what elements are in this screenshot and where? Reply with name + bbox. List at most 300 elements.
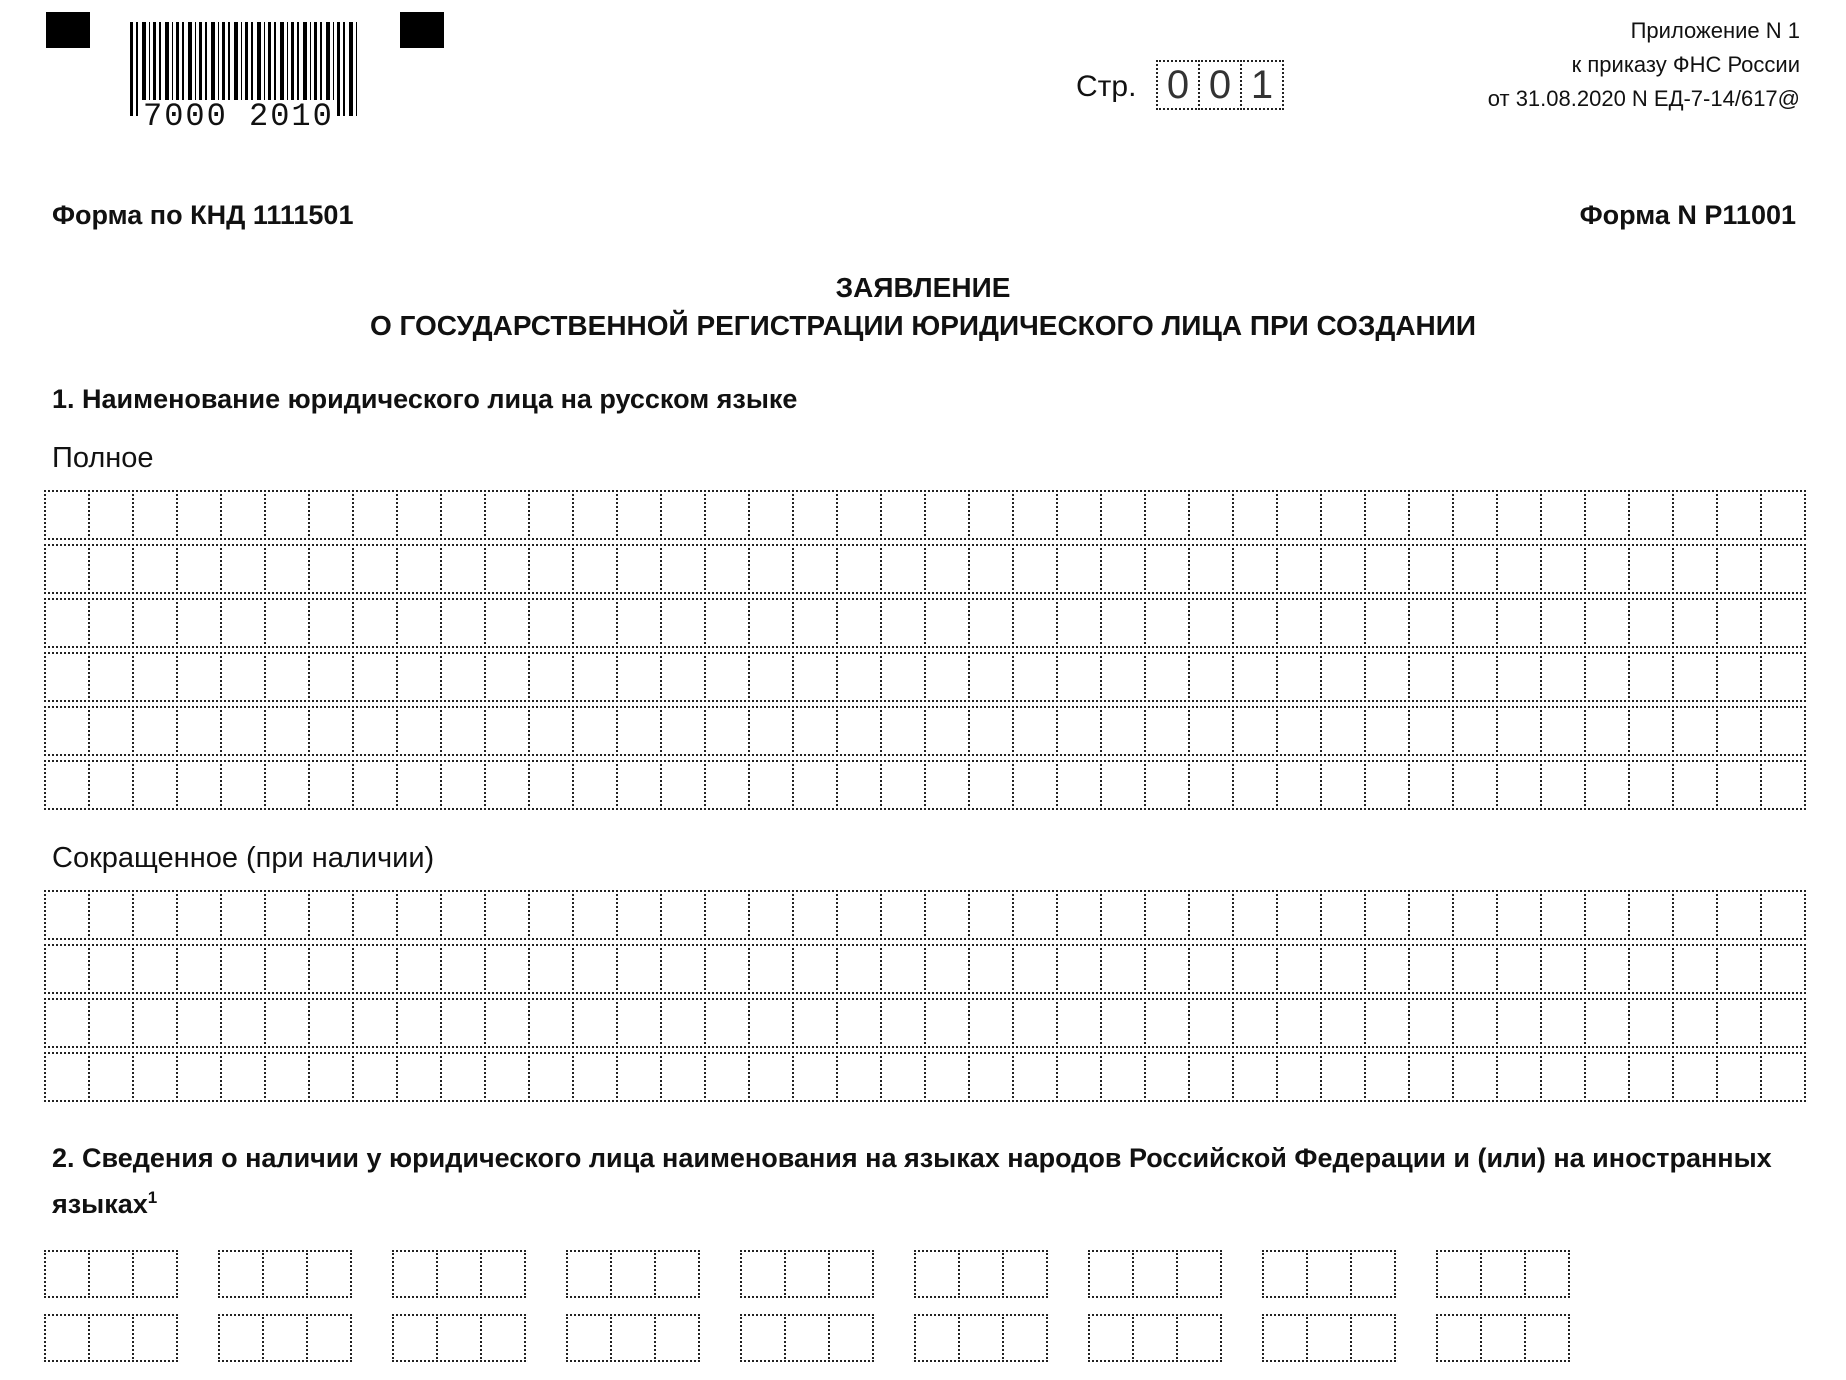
character-cell[interactable] xyxy=(132,998,178,1048)
character-cell[interactable] xyxy=(880,760,926,810)
character-cell[interactable] xyxy=(528,760,574,810)
character-cell[interactable] xyxy=(1144,998,1190,1048)
character-cell[interactable] xyxy=(528,890,574,940)
character-cell[interactable] xyxy=(1540,598,1586,648)
character-cell[interactable] xyxy=(1364,1052,1410,1102)
character-cell[interactable] xyxy=(1132,1250,1178,1298)
language-code-field[interactable] xyxy=(44,1250,176,1298)
character-cell[interactable] xyxy=(748,998,794,1048)
language-code-field[interactable] xyxy=(392,1314,524,1362)
character-cell[interactable] xyxy=(1232,490,1278,540)
character-cell[interactable] xyxy=(1452,998,1498,1048)
character-cell[interactable] xyxy=(396,652,442,702)
character-cell[interactable] xyxy=(1320,706,1366,756)
character-cell[interactable] xyxy=(1056,998,1102,1048)
character-cell[interactable] xyxy=(176,760,222,810)
character-cell[interactable] xyxy=(352,1052,398,1102)
character-cell[interactable] xyxy=(176,490,222,540)
character-cell[interactable] xyxy=(1452,652,1498,702)
character-cell[interactable] xyxy=(1100,998,1146,1048)
character-cell[interactable] xyxy=(1628,706,1674,756)
character-cell[interactable] xyxy=(218,1314,264,1362)
character-cell[interactable] xyxy=(1012,1052,1058,1102)
character-cell[interactable] xyxy=(352,998,398,1048)
character-cell[interactable] xyxy=(1232,998,1278,1048)
character-cell[interactable] xyxy=(1144,706,1190,756)
character-cell[interactable] xyxy=(1628,490,1674,540)
character-cell[interactable] xyxy=(1496,706,1542,756)
character-cell[interactable] xyxy=(1496,998,1542,1048)
character-cell[interactable] xyxy=(1408,1052,1454,1102)
character-cell[interactable] xyxy=(1056,1052,1102,1102)
character-cell[interactable] xyxy=(436,1314,482,1362)
character-cell[interactable] xyxy=(1496,598,1542,648)
language-code-field[interactable] xyxy=(44,1314,176,1362)
character-cell[interactable] xyxy=(704,760,750,810)
character-cell[interactable] xyxy=(968,544,1014,594)
character-cell[interactable] xyxy=(396,1052,442,1102)
character-cell[interactable] xyxy=(1436,1250,1482,1298)
character-cell[interactable] xyxy=(1496,652,1542,702)
character-cell[interactable] xyxy=(1176,1314,1222,1362)
character-cell[interactable] xyxy=(88,760,134,810)
character-cell[interactable] xyxy=(1100,944,1146,994)
character-cell[interactable] xyxy=(440,490,486,540)
character-cell[interactable] xyxy=(88,544,134,594)
character-cell[interactable] xyxy=(924,944,970,994)
character-cell[interactable] xyxy=(44,490,90,540)
character-cell[interactable] xyxy=(792,944,838,994)
character-cell[interactable] xyxy=(792,890,838,940)
character-cell[interactable] xyxy=(1100,890,1146,940)
character-cell[interactable] xyxy=(264,490,310,540)
character-cell[interactable] xyxy=(1540,998,1586,1048)
character-cell[interactable] xyxy=(1672,598,1718,648)
character-cell[interactable] xyxy=(440,598,486,648)
character-cell[interactable] xyxy=(44,544,90,594)
language-code-field[interactable] xyxy=(1088,1314,1220,1362)
character-cell[interactable] xyxy=(1672,944,1718,994)
character-cell[interactable] xyxy=(484,706,530,756)
character-cell[interactable] xyxy=(1524,1314,1570,1362)
character-cell[interactable] xyxy=(308,706,354,756)
language-code-field[interactable] xyxy=(1088,1250,1220,1298)
language-code-field[interactable] xyxy=(914,1250,1046,1298)
character-cell[interactable] xyxy=(352,944,398,994)
character-cell[interactable] xyxy=(1364,706,1410,756)
character-cell[interactable] xyxy=(392,1314,438,1362)
character-cell[interactable] xyxy=(1540,1052,1586,1102)
character-cell[interactable] xyxy=(1584,890,1630,940)
character-cell[interactable] xyxy=(616,490,662,540)
character-cell[interactable] xyxy=(880,706,926,756)
character-cell[interactable] xyxy=(1306,1250,1352,1298)
character-cell[interactable] xyxy=(1716,706,1762,756)
language-code-field[interactable] xyxy=(392,1250,524,1298)
character-cell[interactable] xyxy=(1628,652,1674,702)
character-cell[interactable] xyxy=(1276,944,1322,994)
character-cell[interactable] xyxy=(880,944,926,994)
character-cell[interactable] xyxy=(1628,544,1674,594)
character-cell[interactable] xyxy=(968,490,1014,540)
character-cell[interactable] xyxy=(1364,652,1410,702)
character-cell[interactable] xyxy=(1132,1314,1178,1362)
character-cell[interactable] xyxy=(88,1250,134,1298)
character-cell[interactable] xyxy=(1276,998,1322,1048)
character-cell[interactable] xyxy=(1188,1052,1234,1102)
character-cell[interactable] xyxy=(1364,760,1410,810)
character-cell[interactable] xyxy=(660,652,706,702)
character-cell[interactable] xyxy=(1716,598,1762,648)
character-cell[interactable] xyxy=(352,544,398,594)
character-cell[interactable] xyxy=(352,598,398,648)
character-cell[interactable] xyxy=(1540,944,1586,994)
character-cell[interactable] xyxy=(572,998,618,1048)
character-cell[interactable] xyxy=(484,998,530,1048)
character-cell[interactable] xyxy=(352,706,398,756)
character-cell[interactable] xyxy=(748,598,794,648)
character-cell[interactable] xyxy=(44,1250,90,1298)
character-cell[interactable] xyxy=(1262,1314,1308,1362)
character-cell[interactable] xyxy=(1584,598,1630,648)
character-cell[interactable] xyxy=(220,998,266,1048)
character-cell[interactable] xyxy=(1496,1052,1542,1102)
character-cell[interactable] xyxy=(1584,998,1630,1048)
character-cell[interactable] xyxy=(264,944,310,994)
character-cell[interactable] xyxy=(836,652,882,702)
character-cell[interactable] xyxy=(440,890,486,940)
character-cell[interactable] xyxy=(528,490,574,540)
character-cell[interactable] xyxy=(1276,544,1322,594)
character-cell[interactable] xyxy=(440,1052,486,1102)
character-cell[interactable] xyxy=(132,544,178,594)
character-cell[interactable] xyxy=(1188,890,1234,940)
character-cell[interactable] xyxy=(1364,998,1410,1048)
character-cell[interactable] xyxy=(880,598,926,648)
character-cell[interactable] xyxy=(1452,490,1498,540)
character-cell[interactable] xyxy=(1760,706,1806,756)
character-cell[interactable] xyxy=(480,1250,526,1298)
character-cell[interactable] xyxy=(1100,490,1146,540)
character-cell[interactable] xyxy=(660,598,706,648)
character-cell[interactable] xyxy=(748,544,794,594)
character-cell[interactable] xyxy=(176,890,222,940)
character-cell[interactable] xyxy=(1276,652,1322,702)
character-cell[interactable] xyxy=(1188,760,1234,810)
character-cell[interactable] xyxy=(654,1314,700,1362)
character-cell[interactable] xyxy=(1012,998,1058,1048)
character-cell[interactable] xyxy=(1232,1052,1278,1102)
character-cell[interactable] xyxy=(1760,944,1806,994)
character-cell[interactable] xyxy=(1408,998,1454,1048)
character-cell[interactable] xyxy=(572,652,618,702)
character-cell[interactable] xyxy=(88,1314,134,1362)
character-cell[interactable] xyxy=(1056,544,1102,594)
character-cell[interactable] xyxy=(616,998,662,1048)
character-cell[interactable] xyxy=(264,1052,310,1102)
character-cell[interactable] xyxy=(352,490,398,540)
character-cell[interactable] xyxy=(528,998,574,1048)
character-cell[interactable] xyxy=(836,490,882,540)
character-cell[interactable] xyxy=(528,652,574,702)
character-cell[interactable] xyxy=(1100,598,1146,648)
character-cell[interactable] xyxy=(308,890,354,940)
character-cell[interactable] xyxy=(484,1052,530,1102)
character-cell[interactable] xyxy=(1188,652,1234,702)
page-digit-3[interactable]: 1 xyxy=(1240,60,1284,110)
character-cell[interactable] xyxy=(218,1250,264,1298)
character-cell[interactable] xyxy=(1100,652,1146,702)
character-cell[interactable] xyxy=(792,760,838,810)
character-cell[interactable] xyxy=(1320,1052,1366,1102)
character-cell[interactable] xyxy=(1628,944,1674,994)
character-cell[interactable] xyxy=(132,760,178,810)
character-cell[interactable] xyxy=(1320,760,1366,810)
character-cell[interactable] xyxy=(1188,998,1234,1048)
character-cell[interactable] xyxy=(616,1052,662,1102)
character-cell[interactable] xyxy=(44,760,90,810)
character-cell[interactable] xyxy=(528,944,574,994)
character-cell[interactable] xyxy=(484,944,530,994)
character-cell[interactable] xyxy=(1716,890,1762,940)
character-cell[interactable] xyxy=(1188,490,1234,540)
character-cell[interactable] xyxy=(792,652,838,702)
character-cell[interactable] xyxy=(572,944,618,994)
character-cell[interactable] xyxy=(1276,598,1322,648)
character-cell[interactable] xyxy=(1584,544,1630,594)
character-cell[interactable] xyxy=(1408,760,1454,810)
character-cell[interactable] xyxy=(1232,890,1278,940)
character-cell[interactable] xyxy=(1320,944,1366,994)
character-cell[interactable] xyxy=(220,944,266,994)
character-cell[interactable] xyxy=(88,1052,134,1102)
character-cell[interactable] xyxy=(836,598,882,648)
character-cell[interactable] xyxy=(1672,544,1718,594)
character-cell[interactable] xyxy=(1276,1052,1322,1102)
character-cell[interactable] xyxy=(484,760,530,810)
character-cell[interactable] xyxy=(1176,1250,1222,1298)
character-cell[interactable] xyxy=(616,706,662,756)
character-cell[interactable] xyxy=(792,490,838,540)
character-cell[interactable] xyxy=(1760,544,1806,594)
character-cell[interactable] xyxy=(1012,760,1058,810)
character-cell[interactable] xyxy=(44,1314,90,1362)
character-cell[interactable] xyxy=(220,706,266,756)
character-cell[interactable] xyxy=(1350,1314,1396,1362)
character-cell[interactable] xyxy=(396,490,442,540)
character-cell[interactable] xyxy=(1716,944,1762,994)
character-cell[interactable] xyxy=(1628,1052,1674,1102)
character-cell[interactable] xyxy=(1408,652,1454,702)
character-cell[interactable] xyxy=(1584,490,1630,540)
character-cell[interactable] xyxy=(1584,760,1630,810)
page-number-field[interactable] xyxy=(1156,60,1282,110)
language-code-field[interactable] xyxy=(566,1314,698,1362)
character-cell[interactable] xyxy=(1320,544,1366,594)
character-cell[interactable] xyxy=(1760,1052,1806,1102)
character-cell[interactable] xyxy=(1408,490,1454,540)
character-cell[interactable] xyxy=(572,598,618,648)
character-cell[interactable] xyxy=(220,490,266,540)
character-cell[interactable] xyxy=(1100,706,1146,756)
character-cell[interactable] xyxy=(220,544,266,594)
character-cell[interactable] xyxy=(132,490,178,540)
character-cell[interactable] xyxy=(616,544,662,594)
character-cell[interactable] xyxy=(1262,1250,1308,1298)
character-cell[interactable] xyxy=(176,998,222,1048)
character-cell[interactable] xyxy=(44,598,90,648)
character-cell[interactable] xyxy=(1480,1250,1526,1298)
character-cell[interactable] xyxy=(1452,706,1498,756)
character-cell[interactable] xyxy=(924,544,970,594)
character-cell[interactable] xyxy=(616,944,662,994)
character-cell[interactable] xyxy=(132,1250,178,1298)
character-cell[interactable] xyxy=(704,490,750,540)
character-cell[interactable] xyxy=(132,1052,178,1102)
character-cell[interactable] xyxy=(1088,1250,1134,1298)
character-cell[interactable] xyxy=(572,890,618,940)
character-cell[interactable] xyxy=(924,998,970,1048)
character-cell[interactable] xyxy=(572,490,618,540)
character-cell[interactable] xyxy=(308,998,354,1048)
character-cell[interactable] xyxy=(968,944,1014,994)
language-code-field[interactable] xyxy=(1436,1250,1568,1298)
character-cell[interactable] xyxy=(528,598,574,648)
character-cell[interactable] xyxy=(308,944,354,994)
character-cell[interactable] xyxy=(1100,544,1146,594)
character-cell[interactable] xyxy=(306,1250,352,1298)
character-cell[interactable] xyxy=(176,944,222,994)
character-cell[interactable] xyxy=(1232,706,1278,756)
character-cell[interactable] xyxy=(1364,890,1410,940)
character-cell[interactable] xyxy=(1672,706,1718,756)
short-name-grid[interactable] xyxy=(0,890,1846,1100)
character-cell[interactable] xyxy=(828,1314,874,1362)
character-cell[interactable] xyxy=(1628,760,1674,810)
character-cell[interactable] xyxy=(528,544,574,594)
character-cell[interactable] xyxy=(1100,1052,1146,1102)
character-cell[interactable] xyxy=(132,944,178,994)
character-cell[interactable] xyxy=(616,652,662,702)
character-cell[interactable] xyxy=(308,490,354,540)
character-cell[interactable] xyxy=(704,706,750,756)
full-name-grid[interactable] xyxy=(0,490,1846,810)
character-cell[interactable] xyxy=(914,1250,960,1298)
character-cell[interactable] xyxy=(1452,890,1498,940)
character-cell[interactable] xyxy=(1524,1250,1570,1298)
character-cell[interactable] xyxy=(88,890,134,940)
character-cell[interactable] xyxy=(1002,1314,1048,1362)
character-cell[interactable] xyxy=(1232,652,1278,702)
character-cell[interactable] xyxy=(308,652,354,702)
character-cell[interactable] xyxy=(1628,890,1674,940)
page-digit-2[interactable]: 0 xyxy=(1198,60,1242,110)
character-cell[interactable] xyxy=(792,1052,838,1102)
character-cell[interactable] xyxy=(176,598,222,648)
character-cell[interactable] xyxy=(1760,652,1806,702)
character-cell[interactable] xyxy=(1540,760,1586,810)
character-cell[interactable] xyxy=(1716,544,1762,594)
character-cell[interactable] xyxy=(968,760,1014,810)
character-cell[interactable] xyxy=(968,598,1014,648)
character-cell[interactable] xyxy=(396,598,442,648)
character-cell[interactable] xyxy=(1584,706,1630,756)
character-cell[interactable] xyxy=(392,1250,438,1298)
character-cell[interactable] xyxy=(44,890,90,940)
character-cell[interactable] xyxy=(660,706,706,756)
character-cell[interactable] xyxy=(484,890,530,940)
character-cell[interactable] xyxy=(88,944,134,994)
character-cell[interactable] xyxy=(572,1052,618,1102)
character-cell[interactable] xyxy=(1056,760,1102,810)
character-cell[interactable] xyxy=(924,598,970,648)
language-code-field[interactable] xyxy=(566,1250,698,1298)
character-cell[interactable] xyxy=(1496,890,1542,940)
character-cell[interactable] xyxy=(44,998,90,1048)
character-cell[interactable] xyxy=(1320,998,1366,1048)
character-cell[interactable] xyxy=(880,544,926,594)
character-cell[interactable] xyxy=(1716,760,1762,810)
character-cell[interactable] xyxy=(1540,490,1586,540)
character-cell[interactable] xyxy=(1496,760,1542,810)
character-cell[interactable] xyxy=(1100,760,1146,810)
character-cell[interactable] xyxy=(1144,760,1190,810)
character-cell[interactable] xyxy=(748,706,794,756)
character-cell[interactable] xyxy=(1056,944,1102,994)
character-cell[interactable] xyxy=(792,544,838,594)
character-cell[interactable] xyxy=(264,652,310,702)
character-cell[interactable] xyxy=(784,1314,830,1362)
character-cell[interactable] xyxy=(1480,1314,1526,1362)
character-cell[interactable] xyxy=(660,998,706,1048)
character-cell[interactable] xyxy=(1716,1052,1762,1102)
character-cell[interactable] xyxy=(440,760,486,810)
character-cell[interactable] xyxy=(1320,490,1366,540)
character-cell[interactable] xyxy=(1144,544,1190,594)
character-cell[interactable] xyxy=(1232,544,1278,594)
character-cell[interactable] xyxy=(616,760,662,810)
character-cell[interactable] xyxy=(704,1052,750,1102)
character-cell[interactable] xyxy=(836,706,882,756)
character-cell[interactable] xyxy=(1188,944,1234,994)
character-cell[interactable] xyxy=(572,544,618,594)
character-cell[interactable] xyxy=(308,1052,354,1102)
language-codes-grid[interactable] xyxy=(44,1250,1744,1370)
character-cell[interactable] xyxy=(1672,890,1718,940)
character-cell[interactable] xyxy=(566,1314,612,1362)
character-cell[interactable] xyxy=(1672,1052,1718,1102)
character-cell[interactable] xyxy=(1760,890,1806,940)
character-cell[interactable] xyxy=(1496,544,1542,594)
character-cell[interactable] xyxy=(1408,706,1454,756)
character-cell[interactable] xyxy=(440,998,486,1048)
character-cell[interactable] xyxy=(654,1250,700,1298)
character-cell[interactable] xyxy=(748,890,794,940)
character-cell[interactable] xyxy=(572,706,618,756)
character-cell[interactable] xyxy=(1364,544,1410,594)
character-cell[interactable] xyxy=(352,890,398,940)
character-cell[interactable] xyxy=(1496,944,1542,994)
character-cell[interactable] xyxy=(484,598,530,648)
language-code-field[interactable] xyxy=(1262,1250,1394,1298)
character-cell[interactable] xyxy=(440,544,486,594)
character-cell[interactable] xyxy=(1452,760,1498,810)
character-cell[interactable] xyxy=(264,998,310,1048)
character-cell[interactable] xyxy=(1628,998,1674,1048)
character-cell[interactable] xyxy=(396,760,442,810)
character-cell[interactable] xyxy=(308,760,354,810)
character-cell[interactable] xyxy=(264,598,310,648)
